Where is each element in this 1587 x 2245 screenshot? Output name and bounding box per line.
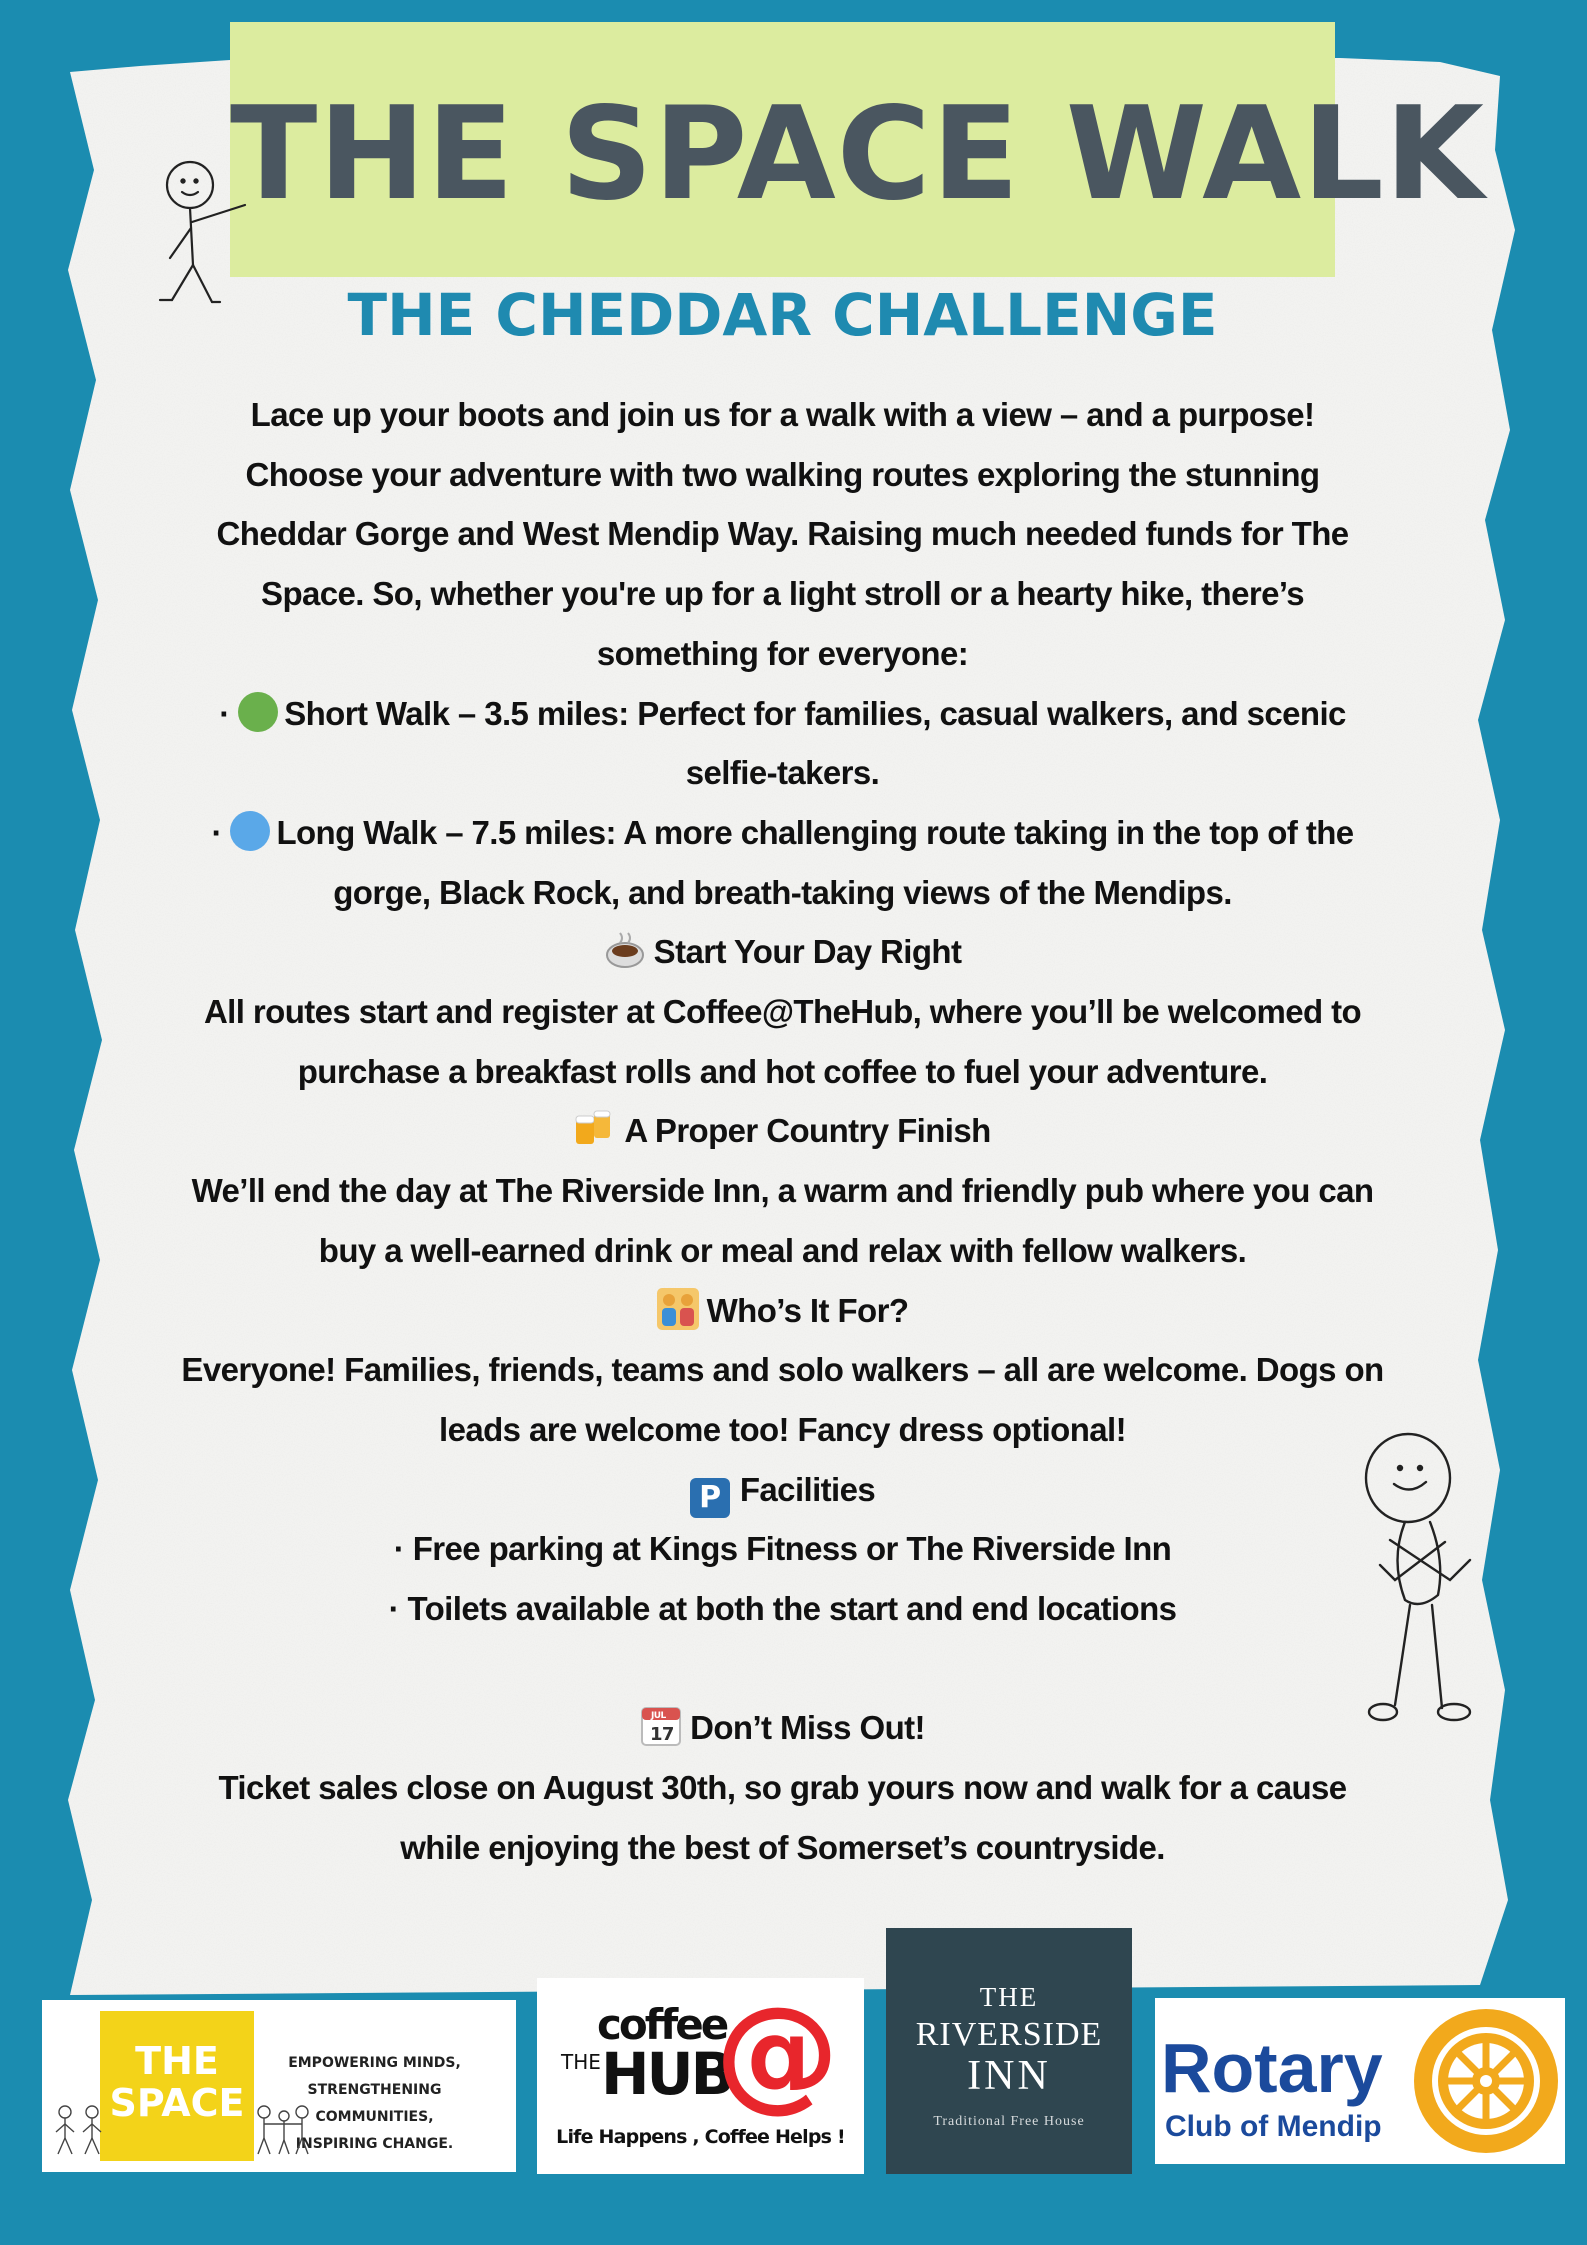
facility-item: · Free parking at Kings Fitness or The Riverside Inn [393,1530,1172,1568]
riverside-inn-logo [886,1928,1132,2174]
stick-figures-icon [252,2100,312,2160]
coffee-hub-logo-text: THE [561,2050,601,2074]
finish-text-cont: buy a well-earned drink or meal and relax with fellow walkers. [318,1231,1247,1269]
page-title: THE SPACE WALK [230,80,1485,229]
start-text-cont: purchase a breakfast rolls and hot coffee to fuel your adventure. [297,1052,1268,1090]
blue-circle-icon [230,811,270,851]
event-description [150,385,1415,1878]
intro-line: Choose your adventure with two walking routes exploring the stunning [245,455,1320,493]
parking-icon: P [690,1478,730,1518]
page-subtitle: THE CHEDDAR CHALLENGE [347,281,1218,349]
riverside-inn-logo-text: THE [979,1982,1039,2012]
deadline-text-cont: while enjoying the best of Somerset’s countryside. [400,1828,1165,1866]
calendar-day: 17 [650,1724,674,1746]
riverside-inn-logo-text: RIVERSIDE [915,2016,1103,2053]
short-walk-item [150,684,1415,744]
deadline-heading [150,1698,1415,1758]
start-heading-text: Start Your Day Right [653,933,962,971]
tagline-line: INSPIRING CHANGE. [295,2136,454,2152]
coffee-hub-logo-text: HUB [601,2040,732,2108]
intro-line: something for everyone: [596,634,969,672]
intro-line: Lace up your boots and join us for a walk with a view – and a purpose! [250,396,1315,433]
who-heading [150,1281,1415,1341]
green-circle-icon [238,692,278,732]
riverside-inn-tagline: Traditional Free House [933,2114,1085,2129]
rotary-club-name: Club of Mendip [1165,2110,1382,2143]
stick-figures-icon [50,2100,110,2160]
deadline-heading-text: Don’t Miss Out! [690,1709,925,1747]
riverside-inn-logo-text: INN [967,2053,1051,2099]
rotary-club-logo [1155,1998,1565,2164]
rotary-logo-text: Rotary [1161,2029,1383,2107]
rotary-wheel-icon [1411,2006,1561,2156]
intro-line: Space. So, whether you're up for a light stroll or a hearty hike, there’s [261,575,1304,613]
coffee-cup-icon [604,929,646,971]
calendar-month: JUL [651,1711,666,1722]
finish-heading [150,1101,1415,1161]
finish-heading-text: A Proper Country Finish [624,1112,991,1150]
long-walk-text: Long Walk – 7.5 miles: A more challenging route taking in the top of the [276,813,1354,851]
the-space-logo [42,2000,516,2172]
family-icon [657,1288,699,1330]
coffee-hub-logo [537,1978,864,2174]
who-heading-text: Who’s It For? [706,1291,909,1329]
bullet: · [211,813,222,851]
finish-text: We’ll end the day at The Riverside Inn, a warm and friendly pub where you can [191,1172,1374,1210]
tagline-line: STRENGTHENING COMMUNITIES, [307,2082,442,2125]
facility-item: · Toilets available at both the start and end locations [388,1590,1177,1628]
deadline-text: Ticket sales close on August 30th, so grab yours now and walk for a cause [218,1769,1347,1807]
coffee-hub-tagline: Life Happens , Coffee Helps ! [556,2126,845,2148]
long-walk-item [150,803,1415,863]
short-walk-text-cont: selfie-takers. [685,754,880,792]
intro-line: Cheddar Gorge and West Mendip Way. Raising much needed funds for The [216,515,1349,553]
calendar-icon [640,1705,682,1747]
short-walk-text: Short Walk – 3.5 miles: Perfect for families, casual walkers, and scenic [284,694,1346,732]
stick-figure-waving-icon [150,150,260,310]
start-heading [150,922,1415,982]
the-space-logo-text: THE [135,2039,219,2083]
facilities-heading-text: Facilities [739,1470,876,1508]
bullet: · [219,694,230,732]
the-space-logo-text: SPACE [109,2081,245,2125]
coffee-hub-at-symbol: @ [715,1981,839,2125]
coffee-hub-logo-text: coffee [597,2000,727,2049]
start-text: All routes start and register at Coffee@TheHub, where you’ll be welcomed to [203,993,1362,1031]
who-text-cont: leads are welcome too! Fancy dress optional! [439,1410,1126,1448]
spacer [150,1639,1415,1699]
facilities-heading [150,1460,1415,1520]
beer-mugs-icon [574,1108,616,1150]
who-text: Everyone! Families, friends, teams and solo walkers – all are welcome. Dogs on [181,1351,1384,1389]
long-walk-text-cont: gorge, Black Rock, and breath-taking views of the Mendips. [333,873,1232,911]
tagline-line: EMPOWERING MINDS, [288,2055,461,2071]
